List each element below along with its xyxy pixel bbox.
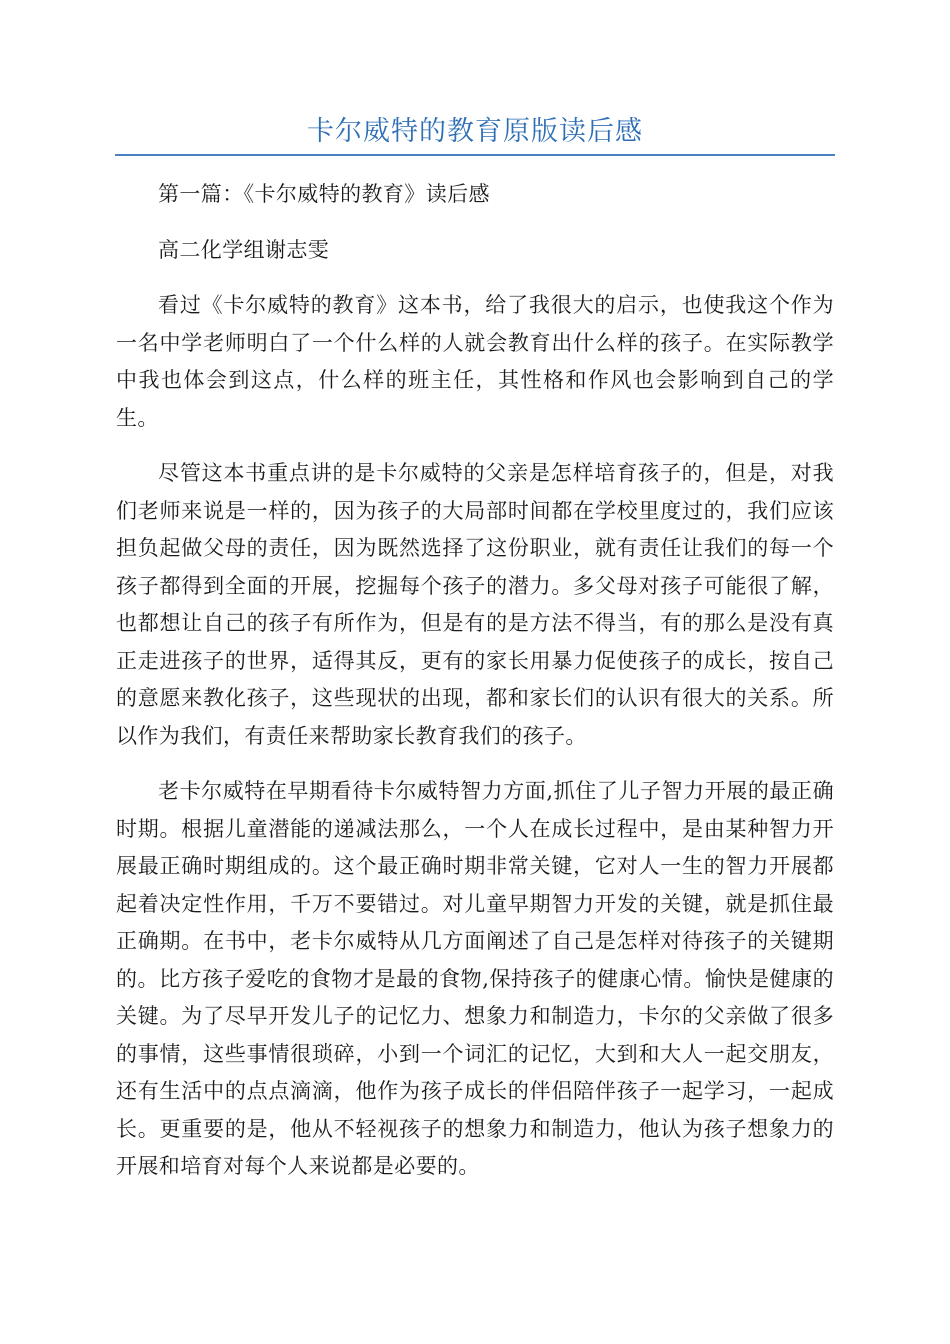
document-body: [116, 176, 834, 1204]
paragraph: 看过《卡尔威特的教育》这本书，给了我很大的启示，也使我这个作为一名中学老师明白了一个什么样的人就会教育出什么样的孩子。在实际教学中我也体会到这点，什么样的班主任，其性格和作风也会影响到自己的学生。: [116, 293, 834, 430]
author-line: 高二化学组谢志雯: [158, 237, 330, 262]
section-heading: 第一篇：《卡尔威特的教育》读后感: [158, 182, 490, 206]
document-title: 卡尔威特的教育原版读后感: [307, 116, 643, 147]
paragraph: 尽管这本书重点讲的是卡尔威特的父亲是怎样培育孩子的，但是，对我们老师来说是一样的，因为孩子的大局部时间都在学校里度过的，我们应该担负起做父母的责任，因为既然选择了这份职业，就有责任让我们的每一个孩子都得到全面的开展，挖掘每个孩子的潜力。多父母对孩子可能很了解，也都想让自己的孩子有所作为，但是有的是方法不得当，有的那么是没有真正走进孩子的世界，适得其反，更有的家长用暴力促使孩子的成长，按自己的意愿来教化孩子，这些现状的出现，都和家长们的认识有很大的关系。所以作为我们，有责任来帮助家长教育我们的孩子。: [116, 461, 834, 748]
paragraph: 老卡尔威特在早期看待卡尔威特智力方面,抓住了儿子智力开展的最正确时期。根据儿童潜能的递减法那么，一个人在成长过程中，是由某种智力开展最正确时期组成的。这个最正确时期非常关键，它对人一生的智力开展都起着决定性作用，千万不要错过。对儿童早期智力开发的关键，就是抓住最正确期。在书中，老卡尔威特从几方面阐述了自己是怎样对待孩子的关键期的。比方孩子爱吃的食物才是最的食物,保持孩子的健康心情。愉快是健康的关键。为了尽早开发儿子的记忆力、想象力和制造力，卡尔的父亲做了很多的事情，这些事情很琐碎，小到一个词汇的记忆，大到和大人一起交朋友，还有生活中的点点滴滴，他作为孩子成长的伴侣陪伴孩子一起学习，一起成长。更重要的是，他从不轻视孩子的想象力和制造力，他认为孩子想象力的开展和培育对每个人来说都是必要的。: [116, 779, 834, 1178]
title-divider: [115, 154, 835, 156]
